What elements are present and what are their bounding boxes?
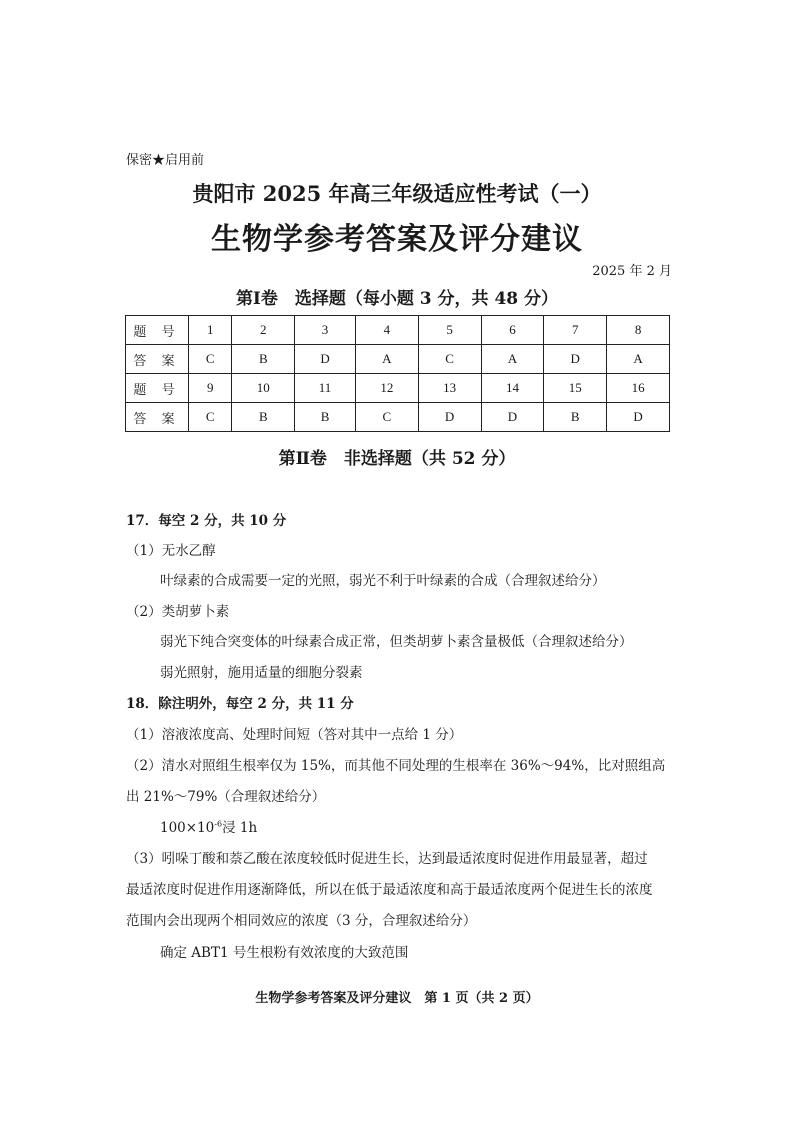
q17-answer-2: （2）类胡萝卜素 <box>126 604 230 620</box>
question-number: 7 <box>544 316 607 345</box>
answer-cell: A <box>607 345 670 374</box>
soak-duration: 浸 1h <box>222 820 258 836</box>
answer-cell: B <box>232 345 295 374</box>
q18-answer-3-line: 最适浓度时促进作用逐渐降低，所以在低于最适浓度和高于最适浓度两个促进生长的浓度 <box>126 882 653 898</box>
answer-cell: D <box>607 403 670 432</box>
answer-row-2 <box>126 403 670 432</box>
row-label: 答 案 <box>126 345 189 374</box>
document-title: 生物学参考答案及评分建议 <box>211 222 583 257</box>
q17-answer-1-detail: 叶绿素的合成需要一定的光照，弱光不利于叶绿素的合成（合理叙述给分） <box>160 573 606 589</box>
answer-cell: B <box>295 403 356 432</box>
answer-cell: D <box>418 403 481 432</box>
question-number: 15 <box>544 374 607 403</box>
answer-cell: A <box>481 345 544 374</box>
question-number: 13 <box>418 374 481 403</box>
q18-answer-2-line: 出 21%～79%（合理叙述给分） <box>126 789 326 805</box>
answer-cell: A <box>355 345 418 374</box>
q18-answer-2-detail <box>160 816 257 836</box>
question-number: 4 <box>355 316 418 345</box>
concentration-exponent: -6 <box>214 819 223 829</box>
answer-cell: B <box>232 403 295 432</box>
q18-answer-3-line: （3）吲哚丁酸和萘乙酸在浓度较低时促进生长，达到最适浓度时促进作用最显著，超过 <box>126 851 648 867</box>
q17-answer-2-detail: 弱光照射，施用适量的细胞分裂素 <box>160 665 363 681</box>
concentration-base: 100×10 <box>160 820 215 836</box>
row-label: 题 号 <box>126 374 189 403</box>
row-label: 答 案 <box>126 403 189 432</box>
question-number: 8 <box>607 316 670 345</box>
answer-cell: C <box>189 345 232 374</box>
answer-cell: C <box>355 403 418 432</box>
q17-answer-2-detail: 弱光下纯合突变体的叶绿素合成正常，但类胡萝卜素含量极低（合理叙述给分） <box>160 634 633 650</box>
q18-answer-3-detail: 确定 ABT1 号生根粉有效浓度的大致范围 <box>160 945 409 961</box>
question-number: 2 <box>232 316 295 345</box>
page-footer: 生物学参考答案及评分建议 第 1 页（共 2 页） <box>255 991 539 1006</box>
question-number: 12 <box>355 374 418 403</box>
document-date: 2025 年 2 月 <box>592 264 672 279</box>
answer-cell: D <box>544 345 607 374</box>
part2-heading: 第Ⅱ卷 非选择题（共 52 分） <box>278 449 516 469</box>
answer-cell: C <box>418 345 481 374</box>
question-number: 9 <box>189 374 232 403</box>
question-number: 5 <box>418 316 481 345</box>
exam-title: 贵阳市 2025 年高三年级适应性考试（一） <box>192 181 602 206</box>
question-number: 1 <box>189 316 232 345</box>
question-row-1 <box>126 316 670 345</box>
answer-table <box>125 315 670 432</box>
question-number: 16 <box>607 374 670 403</box>
answer-cell: C <box>189 403 232 432</box>
answer-row-1 <box>126 345 670 374</box>
q18-answer-3-line: 范围内会出现两个相同效应的浓度（3 分，合理叙述给分） <box>126 913 477 929</box>
part1-heading: 第Ⅰ卷 选择题（每小题 3 分，共 48 分） <box>235 289 559 309</box>
question-number: 11 <box>295 374 356 403</box>
answer-cell: B <box>544 403 607 432</box>
question-number: 14 <box>481 374 544 403</box>
answer-cell: D <box>481 403 544 432</box>
answer-cell: D <box>295 345 356 374</box>
question-number: 3 <box>295 316 356 345</box>
q17-answer-1: （1）无水乙醇 <box>126 543 216 559</box>
q17-title: 17．每空 2 分，共 10 分 <box>126 513 287 529</box>
row-label: 题 号 <box>126 316 189 345</box>
q18-answer-1: （1）溶液浓度高、处理时间短（答对其中一点给 1 分） <box>126 727 463 743</box>
question-row-2 <box>126 374 670 403</box>
q18-answer-2-line: （2）清水对照组生根率仅为 15%，而其他不同处理的生根率在 36%～94%，比对照组高 <box>126 758 666 774</box>
confidential-label: 保密★启用前 <box>126 153 205 168</box>
question-number: 6 <box>481 316 544 345</box>
question-number: 10 <box>232 374 295 403</box>
q18-title: 18．除注明外，每空 2 分，共 11 分 <box>126 696 354 712</box>
